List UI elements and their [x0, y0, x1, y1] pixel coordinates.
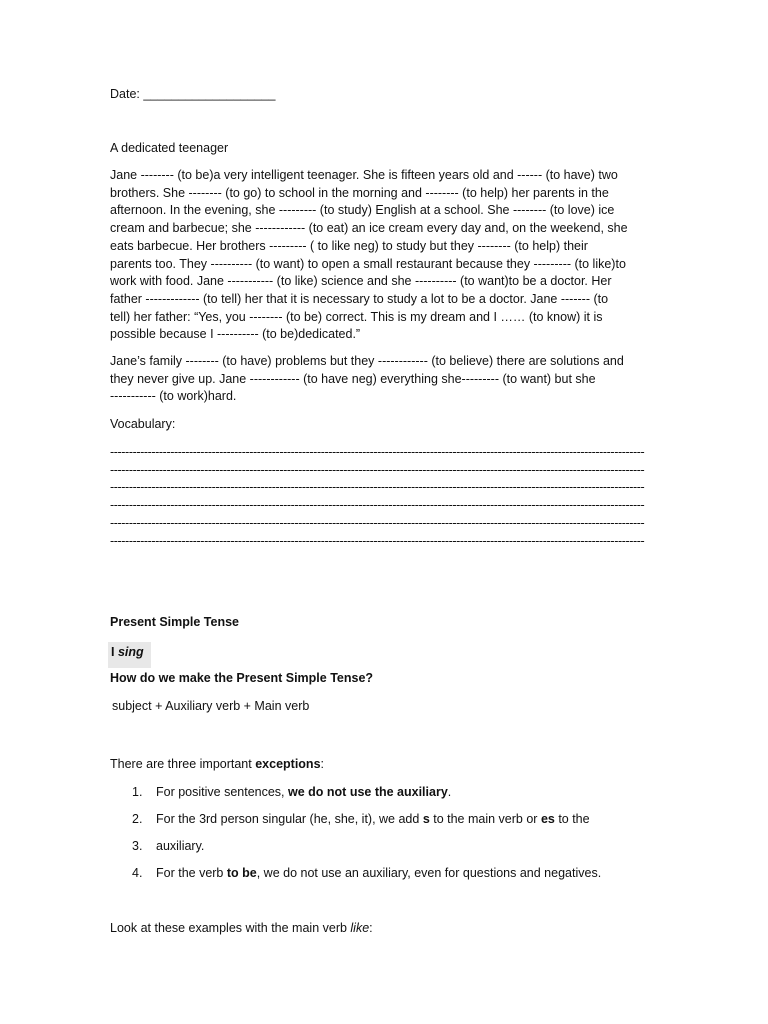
vocabulary-line[interactable]: ----------------------------------------------------------------------------------------------------------------------------------------------	[110, 462, 645, 477]
paragraph-line: brothers. She -------- (to go) to school in the morning and -------- (to help) her parents in the	[110, 185, 609, 200]
paragraph-line: cream and barbecue; she ------------ (to eat) an ice cream every day and, on the weekend, she	[110, 221, 628, 236]
item-bold: to be	[226, 866, 257, 880]
examples-verb: like	[350, 921, 370, 935]
paragraph-line: eats barbecue. Her brothers --------- ( to like neg) to study but they -------- (to help) their	[110, 238, 588, 253]
item-bold: we do not use the auxiliary	[288, 785, 448, 799]
list-text	[156, 784, 451, 802]
examples-intro	[110, 920, 660, 938]
grammar-heading: Present Simple Tense	[110, 615, 239, 629]
item-text: For the verb	[156, 866, 227, 880]
exceptions-intro-text: There are three important	[110, 757, 256, 771]
paragraph-line: work with food. Jane ----------- (to like) science and she ---------- (to want)to be a doctor. Her	[110, 274, 612, 289]
paragraph-line: ----------- (to work)hard.	[110, 389, 237, 404]
item-text: .	[447, 785, 452, 799]
item-text: to the main verb or	[429, 812, 541, 826]
grammar-question: How do we make the Present Simple Tense?	[110, 671, 374, 685]
paragraph-line: Jane -------- (to be)a very intelligent teenager. She is fifteen years old and ------ (to have) two	[110, 168, 618, 182]
example-subject: I	[111, 645, 118, 659]
vocabulary-line[interactable]: ----------------------------------------------------------------------------------------------------------------------------------------------	[110, 515, 645, 530]
date-blank[interactable]: ___________________	[143, 87, 276, 101]
example-sentence	[108, 642, 151, 668]
passage-paragraph-2	[110, 353, 660, 406]
passage-paragraph-1	[110, 167, 660, 344]
item-text: to the	[554, 812, 590, 826]
paragraph-line: Jane’s family -------- (to have) problems but they ------------ (to believe) there are solutions and	[110, 354, 624, 368]
passage-title: A dedicated teenager	[110, 141, 229, 155]
item-text: For the 3rd person singular (he, she, it), we add	[156, 812, 423, 826]
grammar-formula: subject + Auxiliary verb + Main verb	[112, 699, 310, 713]
vocabulary-line[interactable]: ----------------------------------------------------------------------------------------------------------------------------------------------	[110, 480, 645, 495]
list-text	[156, 811, 590, 829]
paragraph-line: they never give up. Jane ------------ (to have neg) everything she--------- (to want) but she	[110, 371, 596, 386]
vocabulary-lines	[110, 444, 658, 550]
example-verb: sing	[117, 645, 144, 659]
examples-colon: :	[369, 921, 373, 935]
item-text: , we do not use an auxiliary, even for questions and negatives.	[256, 866, 602, 880]
exceptions-intro	[110, 756, 660, 774]
vocabulary-line[interactable]: ----------------------------------------------------------------------------------------------------------------------------------------------	[110, 445, 645, 459]
list-number: 2.	[132, 812, 143, 826]
exceptions-colon: :	[320, 757, 325, 771]
paragraph-line: parents too. They ---------- (to want) to open a small restaurant because they --------- (to like)to	[110, 256, 626, 271]
examples-intro-text: Look at these examples with the main verb	[110, 921, 351, 935]
list-text: auxiliary.	[156, 839, 205, 853]
vocabulary-line[interactable]: ----------------------------------------------------------------------------------------------------------------------------------------------	[110, 498, 645, 513]
paragraph-line: tell) her father: “Yes, you -------- (to be) correct. This is my dream and I …… (to know) it is	[110, 309, 603, 324]
vocabulary-line[interactable]: ----------------------------------------------------------------------------------------------------------------------------------------------	[110, 533, 645, 548]
vocabulary-label: Vocabulary:	[110, 417, 176, 431]
list-number: 4.	[132, 866, 143, 880]
date-label: Date:	[110, 87, 144, 101]
item-text: For positive sentences,	[156, 785, 289, 799]
exceptions-word: exceptions	[255, 757, 321, 771]
list-text	[156, 865, 601, 883]
paragraph-line: possible because I ---------- (to be)dedicated.”	[110, 327, 361, 342]
item-bold: es	[540, 812, 555, 826]
list-number: 1.	[132, 785, 143, 799]
paragraph-line: father ------------- (to tell) her that it is necessary to study a lot to be a doctor. Jane ------- (to	[110, 291, 609, 306]
item-bold: s	[422, 812, 430, 826]
paragraph-line: afternoon. In the evening, she --------- (to study) English at a school. She -------- (to love) ice	[110, 203, 615, 218]
list-number: 3.	[132, 839, 143, 853]
date-line	[110, 86, 660, 104]
